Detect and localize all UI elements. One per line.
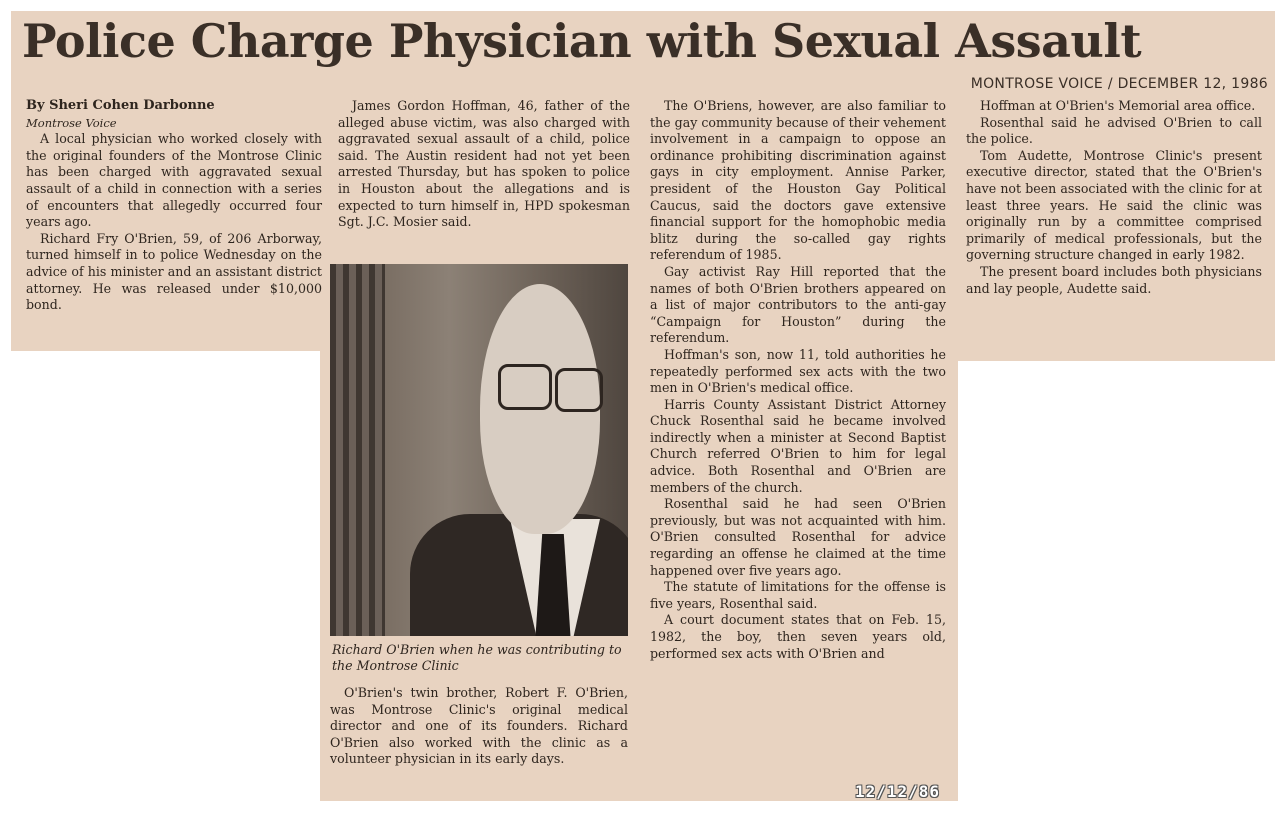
column-2-continued bbox=[330, 685, 628, 768]
paragraph: Richard Fry O'Brien, 59, of 206 Arborway, turned himself in to police Wednesday on the advice of his minister and an assistant district attorney. He was released under $10,000 bond. bbox=[26, 230, 322, 313]
photo-glasses-right bbox=[555, 368, 603, 412]
headline: Police Charge Physician with Sexual Assault bbox=[22, 14, 1142, 68]
column-3 bbox=[650, 98, 946, 662]
paragraph: A local physician who worked closely with the original founders of the Montrose Clinic has been charged with aggravated sexual assault of a child in connection with a series of encounters that allegedly occurred four years ago. bbox=[26, 131, 322, 230]
paragraph: The statute of limitations for the offense is five years, Rosenthal said. bbox=[650, 579, 946, 611]
paragraph: Rosenthal said he advised O'Brien to call the police. bbox=[966, 114, 1262, 147]
photo-caption: Richard O'Brien when he was contributing to the Montrose Clinic bbox=[332, 642, 622, 673]
date-stamp: 12/12/86 bbox=[855, 782, 941, 801]
clipping-edge bbox=[958, 351, 1275, 361]
paragraph: Hoffman at O'Brien's Memorial area office. bbox=[980, 98, 1256, 113]
paragraph: Tom Audette, Montrose Clinic's present executive director, stated that the O'Brien's have not been associated with the clinic for at least three years. He said the clinic was originally run by a committee comprised primarily of medical professionals, but the governing structure changed in early 1982. bbox=[966, 147, 1262, 263]
column-4 bbox=[966, 98, 1262, 297]
paragraph: Gay activist Ray Hill reported that the names of both O'Brien brothers appeared on a list of major contributors to the anti-gay “Campaign for Houston” during the referendum. bbox=[650, 263, 946, 346]
paragraph: The O'Briens, however, are also familiar to the gay community because of their vehement involvement in a campaign to oppose an ordinance prohibiting discrimination against gays in city employment. Annise Parker, president of the Houston Gay Political Caucus, said the doctors gave extensive financial support for the homophobic media blitz during the so-called gay rights referendum of 1985. bbox=[650, 98, 946, 263]
portrait-photo bbox=[330, 264, 628, 636]
source-credit: Montrose Voice bbox=[26, 115, 117, 130]
dateline: MONTROSE VOICE / DECEMBER 12, 1986 bbox=[970, 76, 1268, 92]
paragraph: A court document states that on Feb. 15, 1982, the boy, then seven years old, performed sex acts with O'Brien and bbox=[650, 612, 946, 661]
paragraph: Harris County Assistant District Attorney Chuck Rosenthal said he became involved indirectly when a minister at Second Baptist Church referred O'Brien to him for legal advice. Both Rosenthal and O'Brien are members of the church. bbox=[650, 396, 946, 495]
paragraph: O'Brien's twin brother, Robert F. O'Brien, was Montrose Clinic's original medical director and one of its founders. Richard O'Brien also worked with the clinic as a volunteer physician in its early days. bbox=[330, 685, 628, 767]
paragraph: James Gordon Hoffman, 46, father of the alleged abuse victim, was also charged with aggravated sexual assault of a child, police said. The Austin resident had not yet been arrested Thursday, but has spoken to police in Houston about the allegations and is expected to turn himself in, HPD spokesman Sgt. J.C. Mosier said. bbox=[338, 98, 630, 230]
paragraph: Rosenthal said he had seen O'Brien previously, but was not acquainted with him. O'Brien consulted Rosenthal for advice regarding an offense he claimed at the time happened over five years ago. bbox=[650, 496, 946, 578]
column-1 bbox=[26, 98, 322, 314]
photo-glasses-left bbox=[498, 364, 552, 410]
paragraph: Hoffman's son, now 11, told authorities he repeatedly performed sex acts with the two men in O'Brien's medical office. bbox=[650, 346, 946, 396]
paragraph: The present board includes both physicians and lay people, Audette said. bbox=[966, 263, 1262, 296]
photo-curtain bbox=[330, 264, 385, 636]
column-2 bbox=[338, 98, 630, 231]
byline: By Sheri Cohen Darbonne bbox=[26, 98, 215, 113]
